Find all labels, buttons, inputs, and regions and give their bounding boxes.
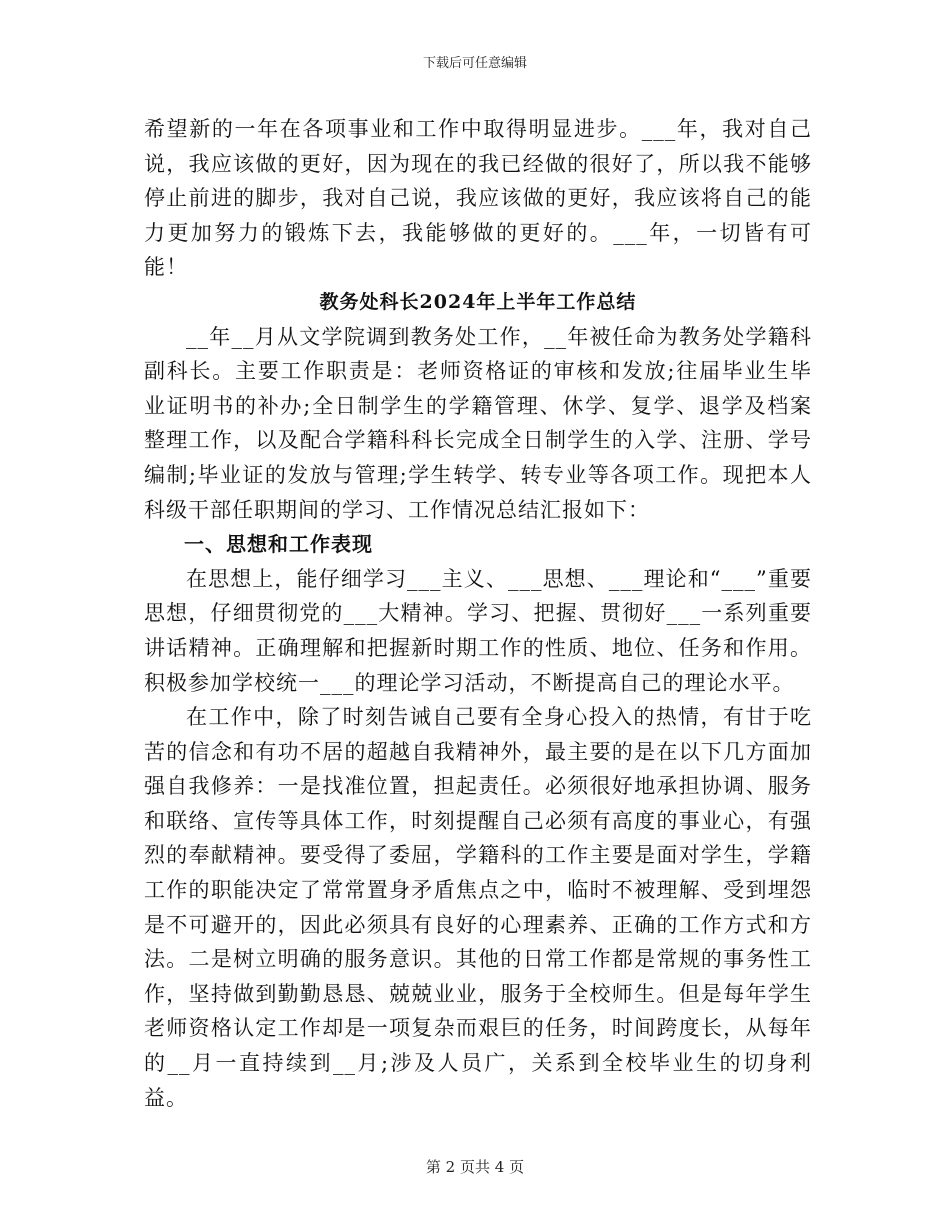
paragraph-continued: 希望新的一年在各项事业和工作中取得明显进步。___年，我对自己说，我应该做的更好，因为现在的我已经做的很好了，所以我不能够停止前进的脚步，我对自己说，我应该做的更好，我应该将自己的能力更加努力的锻炼下去，我能够做的更好的。___年，一切皆有可能！ xyxy=(144,117,812,280)
page-footer: 第 2 页共 4 页 xyxy=(425,1158,525,1176)
document-body xyxy=(144,112,812,1115)
document-title: 教务处科长2024年上半年工作总结 xyxy=(319,290,637,313)
paragraph-intro: __年__月从文学院调到教务处工作，__年被任命为教务处学籍科副科长。主要工作职责是：老师资格证的审核和发放;往届毕业生毕业证明书的补办;全日制学生的学籍管理、休学、复学、退学及档案整理工作，以及配合学籍科科长完成全日制学生的入学、注册、学号编制;毕业证的发放与管理;学生转学、转专业等各项工作。现把本人科级干部任职期间的学习、工作情况总结汇报如下： xyxy=(144,324,812,522)
page-header: 下载后可任意编辑 xyxy=(422,56,527,71)
paragraph-work: 在工作中，除了时刻告诫自己要有全身心投入的热情，有甘于吃苦的信念和有功不居的超越自我精神外，最主要的是在以下几方面加强自我修养：一是找准位置，担起责任。必须很好地承担协调、服务和联络、宣传等具体工作，时刻提醒自己必须有高度的事业心，有强烈的奉献精神。要受得了委屈，学籍科的工作主要是面对学生，学籍工作的职能决定了常常置身矛盾焦点之中，临时不被理解、受到埋怨是不可避开的，因此必须具有良好的心理素养、正确的工作方式和方法。二是树立明确的服务意识。其他的日常工作都是常规的事务性工作，坚持做到勤勤恳恳、兢兢业业，服务于全校师生。但是每年学生老师资格认定工作却是一项复杂而艰巨的任务，时间跨度长，从每年的__月一直持续到__月;涉及人员广，关系到全校毕业生的切身利益。 xyxy=(144,705,812,1110)
paragraph-thought: 在思想上，能仔细学习___主义、___思想、___理论和“___”重要思想，仔细贯彻党的___大精神。学习、把握、贯彻好___一系列重要讲话精神。正确理解和把握新时期工作的性质、地位、任务和作用。积极参加学校统一___的理论学习活动，不断提高自己的理论水平。 xyxy=(144,566,812,695)
section-heading: 一、思想和工作表现 xyxy=(184,532,373,557)
